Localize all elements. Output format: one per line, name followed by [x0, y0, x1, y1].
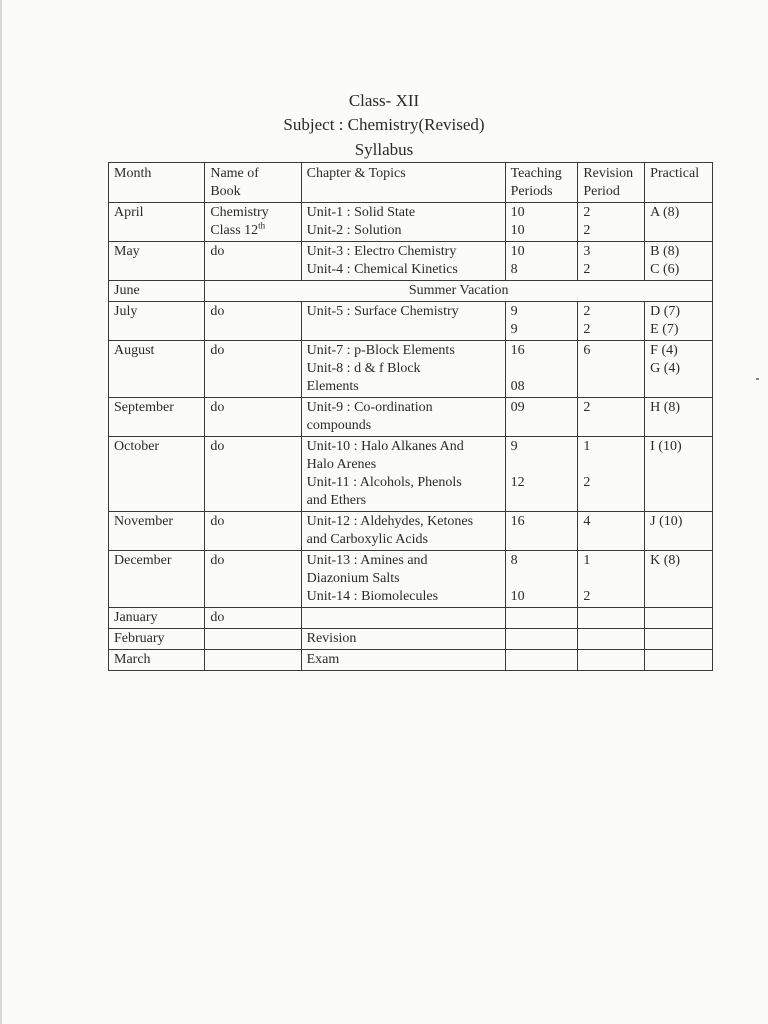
- topics-cell: [301, 341, 505, 398]
- topic-line: Unit-2 : Solution: [306, 223, 402, 238]
- practical-cell: [645, 398, 713, 437]
- revision-cell: [578, 608, 645, 629]
- table-row: [109, 512, 713, 551]
- table-row: [109, 608, 713, 629]
- book-cell: do: [205, 341, 301, 398]
- revision-cell: [578, 203, 645, 242]
- book-cell: do: [205, 551, 301, 608]
- book-line1: Chemistry: [210, 205, 269, 220]
- revision-cell: [578, 551, 645, 608]
- header-book-line1: Name of: [210, 166, 259, 181]
- teaching-value: 10: [510, 223, 525, 238]
- topics-cell: [301, 302, 505, 341]
- teaching-value: 10: [510, 244, 525, 259]
- teaching-cell: [505, 341, 578, 398]
- table-row: [109, 398, 713, 437]
- practical-value: C (6): [650, 262, 680, 277]
- revision-value: 3: [583, 244, 591, 259]
- table-row: [109, 551, 713, 608]
- book-cell: do: [205, 512, 301, 551]
- teaching-value: 08: [510, 379, 525, 394]
- topics-cell: Exam: [301, 650, 505, 671]
- practical-value: E (7): [650, 322, 679, 337]
- revision-cell: [578, 242, 645, 281]
- revision-value: 2: [583, 304, 591, 319]
- practical-cell: [645, 512, 713, 551]
- revision-value: 1: [583, 553, 591, 568]
- practical-value: F (4): [650, 343, 678, 358]
- book-cell: [205, 629, 301, 650]
- month-cell: April: [109, 203, 205, 242]
- revision-value: 2: [583, 400, 591, 415]
- teaching-value: 8: [510, 553, 518, 568]
- book-cell: [205, 203, 301, 242]
- header-revision: [578, 163, 645, 203]
- teaching-cell: [505, 398, 578, 437]
- practical-value: B (8): [650, 244, 680, 259]
- header-book-line2: Book: [210, 184, 241, 199]
- teaching-value: 10: [510, 205, 525, 220]
- topics-cell: [301, 203, 505, 242]
- topic-line: Unit-14 : Biomolecules: [306, 589, 439, 604]
- table-row: [109, 203, 713, 242]
- table-row: [109, 629, 713, 650]
- practical-cell: [645, 203, 713, 242]
- table-row: [109, 302, 713, 341]
- table-row: [109, 437, 713, 512]
- practical-value: K (8): [650, 553, 681, 568]
- header-teaching-line1: Teaching: [510, 166, 562, 181]
- teaching-value: 8: [510, 262, 518, 277]
- topics-cell: [301, 608, 505, 629]
- topics-cell: [301, 242, 505, 281]
- practical-cell: [645, 341, 713, 398]
- teaching-value: 12: [510, 475, 525, 490]
- practical-value: D (7): [650, 304, 681, 319]
- class-heading: Class- XII: [348, 91, 420, 110]
- teaching-cell: [505, 551, 578, 608]
- revision-cell: [578, 341, 645, 398]
- header-teaching-line2: Periods: [510, 184, 553, 199]
- month-cell: June: [109, 281, 205, 302]
- teaching-cell: [505, 650, 578, 671]
- revision-value: 2: [583, 205, 591, 220]
- topics-cell: [301, 512, 505, 551]
- topic-line: Unit-12 : Aldehydes, Ketones: [306, 514, 474, 529]
- teaching-value: 16: [510, 514, 525, 529]
- table-row: [109, 242, 713, 281]
- book-cell: do: [205, 242, 301, 281]
- table-header-row: [109, 163, 713, 203]
- month-cell: October: [109, 437, 205, 512]
- revision-value: 6: [583, 343, 591, 358]
- month-cell: March: [109, 650, 205, 671]
- month-cell: December: [109, 551, 205, 608]
- vacation-cell: Summer Vacation: [205, 281, 713, 302]
- practical-value: H (8): [650, 400, 681, 415]
- teaching-value: 10: [510, 589, 525, 604]
- revision-cell: [578, 512, 645, 551]
- month-cell: November: [109, 512, 205, 551]
- practical-cell: [645, 551, 713, 608]
- topic-line: Unit-9 : Co-ordination: [306, 400, 433, 415]
- topic-line: Unit-8 : d & f Block: [306, 361, 421, 376]
- topic-line: and Carboxylic Acids: [306, 532, 428, 547]
- revision-cell: [578, 398, 645, 437]
- topic-line: Unit-1 : Solid State: [306, 205, 416, 220]
- book-line2: [210, 222, 295, 240]
- header-topics: Chapter & Topics: [301, 163, 505, 203]
- practical-cell: [645, 608, 713, 629]
- teaching-cell: [505, 512, 578, 551]
- topics-cell: [301, 551, 505, 608]
- teaching-value: 16: [510, 343, 525, 358]
- book-class: Class 12: [210, 223, 259, 238]
- topic-line: Halo Arenes: [306, 457, 377, 472]
- book-cell: do: [205, 437, 301, 512]
- syllabus-table: [108, 162, 713, 671]
- practical-cell: [645, 242, 713, 281]
- teaching-value: 09: [510, 400, 525, 415]
- topic-line: and Ethers: [306, 493, 367, 508]
- teaching-cell: [505, 242, 578, 281]
- topics-cell: [301, 398, 505, 437]
- topic-line: Unit-7 : p-Block Elements: [306, 343, 455, 358]
- topic-line: Unit-4 : Chemical Kinetics: [306, 262, 458, 277]
- book-cell: do: [205, 398, 301, 437]
- month-cell: August: [109, 341, 205, 398]
- practical-value: J (10): [650, 514, 683, 529]
- revision-value: 4: [583, 514, 591, 529]
- month-cell: May: [109, 242, 205, 281]
- table-row: [109, 341, 713, 398]
- practical-value: I (10): [650, 439, 682, 454]
- practical-value: A (8): [650, 205, 680, 220]
- topic-line: compounds: [306, 418, 372, 433]
- topic-line: Elements: [306, 379, 359, 394]
- practical-cell: [645, 650, 713, 671]
- book-cell: do: [205, 302, 301, 341]
- teaching-value: 9: [510, 304, 518, 319]
- table-row: [109, 650, 713, 671]
- syllabus-heading: Syllabus: [354, 140, 414, 159]
- revision-cell: [578, 437, 645, 512]
- header-book: [205, 163, 301, 203]
- teaching-cell: [505, 437, 578, 512]
- book-cell: [205, 650, 301, 671]
- header-month: Month: [109, 163, 205, 203]
- practical-cell: [645, 629, 713, 650]
- revision-cell: [578, 302, 645, 341]
- practical-value: G (4): [650, 361, 681, 376]
- header-revision-line2: Period: [583, 184, 620, 199]
- month-cell: February: [109, 629, 205, 650]
- subject-heading: Subject : Chemistry(Revised): [283, 115, 485, 134]
- topics-cell: Revision: [301, 629, 505, 650]
- teaching-value: 9: [510, 322, 518, 337]
- teaching-value: 9: [510, 439, 518, 454]
- revision-value: 2: [583, 475, 591, 490]
- revision-value: 2: [583, 262, 591, 277]
- revision-value: 1: [583, 439, 591, 454]
- topics-cell: [301, 437, 505, 512]
- teaching-cell: [505, 302, 578, 341]
- month-cell: January: [109, 608, 205, 629]
- revision-cell: [578, 650, 645, 671]
- teaching-cell: [505, 608, 578, 629]
- revision-value: 2: [583, 223, 591, 238]
- revision-value: 2: [583, 322, 591, 337]
- month-cell: September: [109, 398, 205, 437]
- revision-cell: [578, 629, 645, 650]
- topic-line: Unit-3 : Electro Chemistry: [306, 244, 457, 259]
- revision-value: 2: [583, 589, 591, 604]
- scan-speck: [756, 378, 759, 380]
- practical-cell: [645, 302, 713, 341]
- header-revision-line1: Revision: [583, 166, 634, 181]
- book-superscript: th: [258, 220, 266, 231]
- topic-line: Unit-5 : Surface Chemistry: [306, 304, 459, 319]
- header-practical: Practical: [645, 163, 713, 203]
- topic-line: Unit-11 : Alcohols, Phenols: [306, 475, 462, 490]
- topic-line: Unit-13 : Amines and: [306, 553, 428, 568]
- book-cell: do: [205, 608, 301, 629]
- teaching-cell: [505, 203, 578, 242]
- header-teaching: [505, 163, 578, 203]
- practical-cell: [645, 437, 713, 512]
- topic-line: Diazonium Salts: [306, 571, 400, 586]
- teaching-cell: [505, 629, 578, 650]
- month-cell: July: [109, 302, 205, 341]
- table-row: [109, 281, 713, 302]
- topic-line: Unit-10 : Halo Alkanes And: [306, 439, 464, 454]
